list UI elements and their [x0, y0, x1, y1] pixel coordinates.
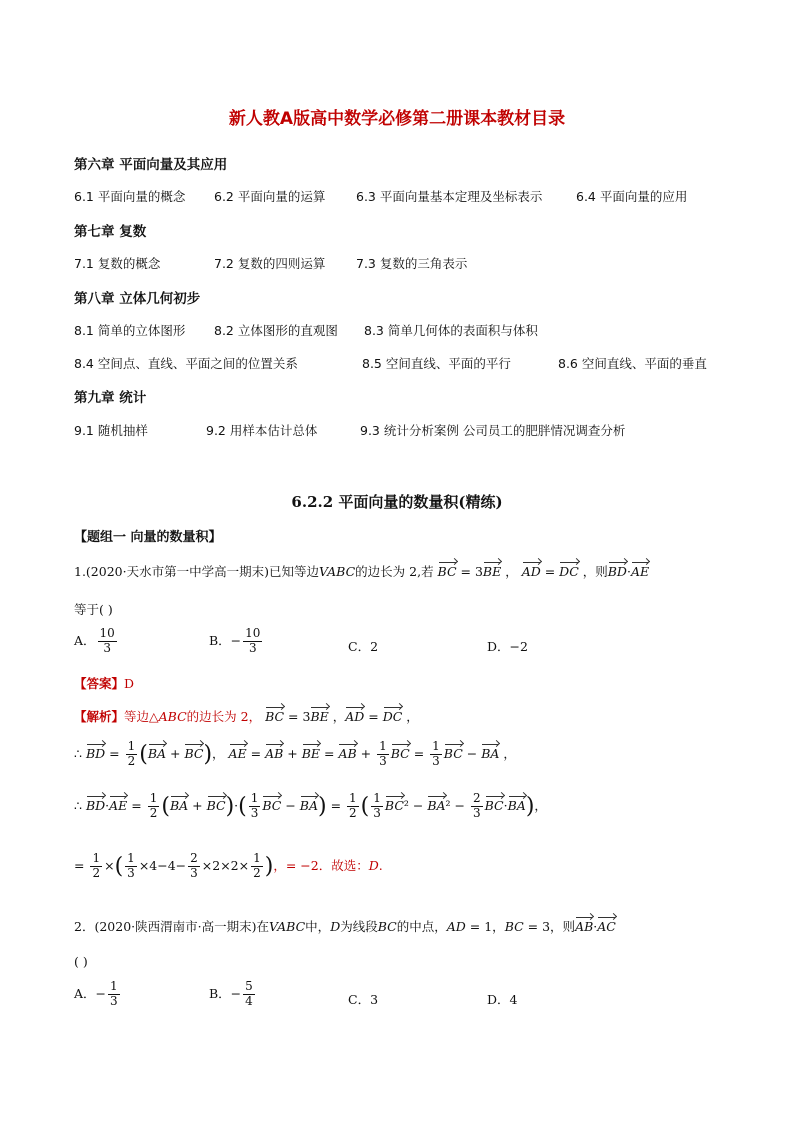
document-title: 新人教A版高中数学必修第二册课本教材目录	[228, 109, 566, 129]
chapter-title: 第七章 复数	[74, 224, 147, 240]
toc-item[interactable]: 6.3 平面向量基本定理及坐标表示	[356, 189, 543, 204]
question-2-tail: ( )	[74, 954, 88, 969]
question-2-choices	[74, 980, 714, 1020]
toc-item[interactable]: 8.1 简单的立体图形	[74, 323, 186, 338]
analysis-line-2: ∴ BD = $\frac{1}{2}$ (BA + BC)， AE = AB + BE = AB + $\frac{1}{3}$ BC = $\frac{1}{3}$ BC − BA ，	[74, 739, 516, 768]
analysis-line-3: ∴ BD·AE = $\frac{1}{2}$ (BA + BC)·( $\frac{1}{3}$ BC − BA) = $\frac{1}{2}$ ( $\frac{1}{3}$ BC² − BA² − $\frac{2}{3}$ BC·BA)，	[74, 791, 547, 820]
toc-item[interactable]: 6.4 平面向量的应用	[576, 189, 688, 204]
choice-a[interactable]: A．− $\frac{1}{3}$	[74, 979, 118, 1008]
toc-item[interactable]: 8.5 空间直线、平面的平行	[362, 356, 511, 371]
toc-item[interactable]: 8.2 立体图形的直观图	[214, 323, 338, 338]
toc-item[interactable]: 6.2 平面向量的运算	[214, 189, 326, 204]
answer-line: 【答案】D	[74, 676, 135, 691]
analysis-line-1: 【解析】等边△ABC的边长为 2， BC = 3BE ，AD = DC ，	[74, 706, 419, 725]
choice-c[interactable]: C．2	[348, 639, 379, 654]
toc-item[interactable]: 7.1 复数的概念	[74, 256, 161, 271]
toc-item[interactable]: 6.1 平面向量的概念	[74, 189, 186, 204]
chapter-title: 第六章 平面向量及其应用	[74, 157, 228, 173]
toc-item[interactable]: 8.6 空间直线、平面的垂直	[558, 356, 707, 371]
toc-item[interactable]: 8.3 简单几何体的表面积与体积	[364, 323, 538, 338]
choice-b[interactable]: B．− $\frac{5}{4}$	[209, 979, 253, 1008]
question-1-tail: 等于( )	[74, 602, 113, 617]
chapter-title: 第八章 立体几何初步	[74, 291, 201, 307]
group-title: 【题组一 向量的数量积】	[74, 530, 222, 545]
toc-item[interactable]: 7.3 复数的三角表示	[356, 256, 468, 271]
question-1-choices	[74, 627, 714, 667]
choice-c[interactable]: C．3	[348, 992, 379, 1007]
question-2-stem: 2．(2020·陕西渭南市·高一期末)在VABC中，D为线段BC的中点，AD = 1，BC = 3，则AB·AC	[74, 916, 616, 935]
choice-d[interactable]: D．−2	[487, 639, 528, 654]
toc-item[interactable]: 9.1 随机抽样	[74, 423, 148, 438]
toc-item[interactable]: 7.2 复数的四则运算	[214, 256, 326, 271]
section-title: 6.2.2 平面向量的数量积(精练)	[291, 493, 503, 511]
toc-item[interactable]: 9.2 用样本估计总体	[206, 423, 318, 438]
choice-a[interactable]: A． $\frac{10}{3}$	[74, 626, 115, 655]
choice-d[interactable]: D．4	[487, 992, 518, 1007]
analysis-line-4: = $\frac{1}{2}$ ×( $\frac{1}{3}$ ×4−4− $\frac{2}{3}$ ×2×2× $\frac{1}{2}$ )，= −2．故选：D.	[74, 851, 383, 880]
chapter-title: 第九章 统计	[74, 390, 147, 406]
toc-item[interactable]: 9.3 统计分析案例 公司员工的肥胖情况调查分析	[360, 423, 626, 438]
question-1-stem: 1.(2020·天水市第一中学高一期末)已知等边VABC的边长为 2,若 BC = 3BE ， AD = DC ，则BD·AE	[74, 561, 649, 580]
choice-b[interactable]: B．− $\frac{10}{3}$	[209, 626, 261, 655]
toc-item[interactable]: 8.4 空间点、直线、平面之间的位置关系	[74, 356, 298, 371]
